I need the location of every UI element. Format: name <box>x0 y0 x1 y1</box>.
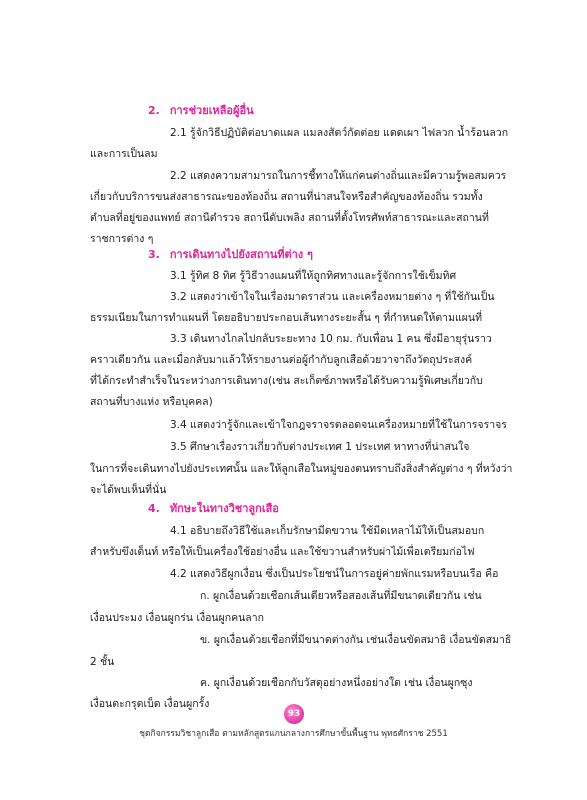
section-4-heading <box>148 502 279 516</box>
section-3-number: 3. <box>148 248 160 261</box>
item-4-2-c: ค. ผูกเงื่อนด้วยเชือกกับวัสดุอย่างหนึ่งอย่างใด เช่น เงื่อนผูกซุง <box>200 677 473 689</box>
section-4-number: 4. <box>148 502 160 515</box>
item-3-3-cont-3: สถานที่บางแห่ง หรือบุคคล) <box>90 396 213 408</box>
item-2-2-cont-1: เกี่ยวกับบริการขนส่งสาธารณะของท้องถิ่น สถานที่น่าสนใจหรือสำคัญของท้องถิ่น รวมทั้ง <box>90 191 483 203</box>
page-footer: ชุดกิจกรรมวิชาลูกเสือ ตามหลักสูตรแกนกลางการศึกษาขั้นพื้นฐาน พุทธศักราช 2551 <box>139 729 448 739</box>
item-3-5-cont-1: ในการที่จะเดินทางไปยังประเทศนั้น และให้ลูกเสือในหมู่ของตนทราบถึงสิ่งสำคัญต่าง ๆ ที่หวังว่า <box>90 463 513 475</box>
section-2-heading <box>148 104 254 118</box>
item-3-2-cont: ธรรมเนียมในการทำแผนที่ โดยอธิบายประกอบเส้นทางระยะสั้น ๆ ที่กำหนดให้ตามแผนที่ <box>90 312 483 324</box>
item-3-2: 3.2 แสดงว่าเข้าใจในเรื่องมาตราส่วน และเครื่องหมายต่าง ๆ ที่ใช้กันเป็น <box>170 291 495 303</box>
item-3-5-cont-2: จะได้พบเห็นที่นั่น <box>90 484 167 496</box>
page-number-badge: 93 <box>284 704 304 724</box>
section-3-heading <box>148 248 313 262</box>
item-4-2-b: ข. ผูกเงื่อนด้วยเชือกที่มีขนาดต่างกัน เช่นเงื่อนขัดสมาธิ เงื่อนขัดสมาธิ <box>200 634 512 646</box>
item-2-1-cont: และการเป็นลม <box>90 148 158 160</box>
section-4-title: ทักษะในทางวิชาลูกเสือ <box>169 502 279 515</box>
item-3-5: 3.5 ศึกษาเรื่องราวเกี่ยวกับต่างประเทศ 1 ประเทศ หาทางที่น่าสนใจ <box>170 441 470 453</box>
item-4-2-c-cont: เงื่อนตะกรุดเบ็ด เงื่อนผูกรั้ง <box>90 698 210 710</box>
item-3-3-cont-1: คราวเดียวกัน และเมื่อกลับมาแล้วให้รายงานต่อผู้กำกับลูกเสือด้วยวาจาถึงวัตถุประสงค์ <box>90 354 473 366</box>
item-4-2-a-cont: เงื่อนประมง เงื่อนผูกร่น เงื่อนผูกคนลาก <box>90 612 264 624</box>
item-2-2: 2.2 แสดงความสามารถในการชี้ทางให้แก่คนต่างถิ่นและมีความรู้พอสมควร <box>170 170 507 182</box>
item-2-2-cont-3: ราชการต่าง ๆ <box>90 233 154 245</box>
item-3-3: 3.3 เดินทางไกลไปกลับระยะทาง 10 กม. กับเพื่อน 1 คน ซึ่งมีอายุรุ่นราว <box>170 333 492 345</box>
section-3-title: การเดินทางไปยังสถานที่ต่าง ๆ <box>169 248 313 261</box>
item-4-2-a: ก. ผูกเงื่อนด้วยเชือกเส้นเดียวหรือสองเส้นที่มีขนาดเดียวกัน เช่น <box>200 590 482 602</box>
item-3-1: 3.1 รู้ทิศ 8 ทิศ รู้วิธีวางแผนที่ให้ถูกทิศทางและรู้จักการใช้เข็มทิศ <box>170 270 457 282</box>
item-3-3-cont-2: ที่ได้กระทำสำเร็จในระหว่างการเดินทาง(เช่น สะเก็ตซ์ภาพหรือได้รับความรู้พิเศษเกี่ยวกับ <box>90 375 483 387</box>
item-2-1: 2.1 รู้จักวิธีปฏิบัติต่อบาดแผล แมลงสัตว์กัดต่อย แดดเผา ไฟลวก น้ำร้อนลวก <box>170 127 509 139</box>
item-4-2-b-cont: 2 ชั้น <box>90 656 115 668</box>
item-2-2-cont-2: ตำบลที่อยู่ของแพทย์ สถานีตำรวจ สถานีดับเพลิง สถานที่ตั้งโทรศัพท์สาธารณะและสถานที่ <box>90 212 489 224</box>
item-4-2: 4.2 แสดงวิธีผูกเงื่อน ซึ่งเป็นประโยชน์ในการอยู่ค่ายพักแรมหรือบนเรือ คือ <box>170 568 499 580</box>
item-4-1-cont: สำหรับขึงเต็นท์ หรือให้เป็นเครื่องใช้อย่างอื่น และใช้ขวานสำหรับผ่าไม้เพื่อเตรียมก่อไฟ <box>90 546 475 558</box>
item-4-1: 4.1 อธิบายถึงวิธีใช้และเก็บรักษามีดขวาน ใช้มีดเหลาไม้ให้เป็นสมอบก <box>170 525 485 537</box>
item-3-4: 3.4 แสดงว่ารู้จักและเข้าใจกฎจราจรตลอดจนเครื่องหมายที่ใช้ในการจราจร <box>170 419 507 431</box>
section-2-title: การช่วยเหลือผู้อื่น <box>169 104 254 117</box>
section-2-number: 2. <box>148 104 160 117</box>
